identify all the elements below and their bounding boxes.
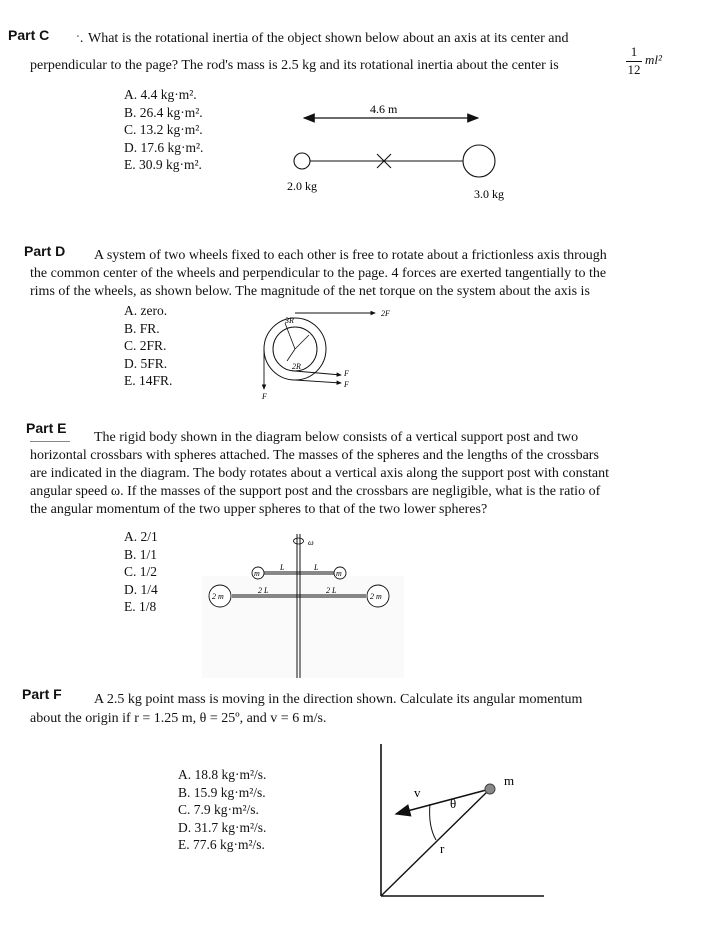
part-d-question-line1: A system of two wheels fixed to each other is free to rotate about a frictionless axis through xyxy=(94,248,607,263)
choice-c[interactable]: C. 2FR. xyxy=(124,338,167,353)
choice-b[interactable]: B. 26.4 kg·m². xyxy=(124,104,203,120)
formula-ml2: ml² xyxy=(645,52,662,67)
choice-b[interactable]: B. FR. xyxy=(124,320,160,336)
force-f-down-label: F xyxy=(262,392,267,401)
mass-label: m xyxy=(504,773,515,788)
lower-right-length-label: 2 L xyxy=(326,586,337,595)
part-e-question-line3: are indicated in the diagram. The body rotates about a vertical axis along the support post with constant xyxy=(30,466,610,481)
omega-label: ω xyxy=(308,538,314,547)
part-c-question-line2: perpendicular to the page? The rod's mass is 2.5 kg and its rotational inertia about the center is xyxy=(30,58,559,73)
theta-label: θ xyxy=(450,796,457,811)
formula-numerator: 1 xyxy=(630,44,638,59)
left-sphere xyxy=(294,153,310,169)
rod-diagram xyxy=(280,96,530,206)
upper-left-mass-label: m xyxy=(254,569,260,578)
part-c-question-line1: What is the rotational inertia of the object shown below about an axis at its center and xyxy=(88,31,569,46)
formula-denominator: 12 xyxy=(627,62,641,77)
part-e-underline xyxy=(30,441,70,442)
part-c-number-mark: ˑ. xyxy=(76,31,84,46)
choice-d[interactable]: D. 1/4 xyxy=(124,581,158,597)
radius-label: r xyxy=(440,841,445,856)
choice-c[interactable]: C. 1/2 xyxy=(124,564,158,579)
part-e-question-line4: angular speed ω. If the masses of the support post and the crossbars are negligible, what is the ratio of xyxy=(30,484,601,499)
right-mass-label: 3.0 kg xyxy=(474,187,504,201)
choice-a[interactable]: A. 18.8 kg·m²/s. xyxy=(178,767,267,782)
choice-d[interactable]: D. 17.6 kg·m². xyxy=(124,139,204,155)
choice-e[interactable]: E. 77.6 kg·m²/s. xyxy=(178,837,265,852)
part-e-question-line1: The rigid body shown in the diagram below consists of a vertical support post and two xyxy=(94,430,579,445)
crossbar-diagram xyxy=(196,526,410,680)
choice-e[interactable]: E. 14FR. xyxy=(124,373,173,388)
point-mass xyxy=(485,784,495,794)
part-e-question-line5: the angular momentum of the two upper spheres to that of the two lower spheres? xyxy=(30,502,488,517)
choice-d[interactable]: D. 31.7 kg·m²/s. xyxy=(178,819,267,835)
upper-left-length-label: L xyxy=(280,563,285,572)
choice-e[interactable]: E. 1/8 xyxy=(124,599,157,614)
wheels-diagram xyxy=(255,303,405,403)
upper-right-length-label: L xyxy=(314,563,319,572)
part-d-label: Part D xyxy=(24,243,66,259)
choice-b[interactable]: B. 1/1 xyxy=(124,546,158,562)
radius-3r-label: 3R xyxy=(285,316,294,325)
force-2f-label: 2F xyxy=(381,309,390,318)
choice-a[interactable]: A. 4.4 kg·m². xyxy=(124,87,197,102)
lower-left-mass-label: 2 m xyxy=(212,592,224,601)
part-e-choices xyxy=(124,528,158,616)
part-e-label: Part E xyxy=(26,420,67,436)
choice-c[interactable]: C. 13.2 kg·m². xyxy=(124,122,203,137)
choice-b[interactable]: B. 15.9 kg·m²/s. xyxy=(178,784,266,800)
length-label: 4.6 m xyxy=(370,102,398,116)
right-sphere xyxy=(463,145,495,177)
part-e-question-line2: horizontal crossbars with spheres attached. The masses of the spheres and the lengths of the crossbars xyxy=(30,448,599,463)
force-f-label-2: F xyxy=(344,380,349,389)
choice-d[interactable]: D. 5FR. xyxy=(124,355,168,371)
velocity-vector xyxy=(396,789,490,814)
part-f-choices xyxy=(178,766,266,854)
velocity-label: v xyxy=(414,785,421,800)
force-f-arrow-1 xyxy=(295,371,341,375)
choice-e[interactable]: E. 30.9 kg·m². xyxy=(124,157,202,172)
part-d-question-line3: rims of the wheels, as shown below. The magnitude of the net torque on the system about the axis is xyxy=(30,284,590,299)
part-f-label: Part F xyxy=(22,686,62,702)
upper-right-mass-label: m xyxy=(336,569,342,578)
lower-left-length-label: 2 L xyxy=(258,586,269,595)
rotation-indicator xyxy=(294,538,304,544)
part-d-question-line2: the common center of the wheels and perpendicular to the page. 4 forces are exerted tangentially to the xyxy=(30,266,607,281)
choice-a[interactable]: A. 2/1 xyxy=(124,529,158,544)
left-mass-label: 2.0 kg xyxy=(287,179,317,193)
part-f-question-line1: A 2.5 kg point mass is moving in the direction shown. Calculate its angular momentum xyxy=(94,692,583,707)
radius-2r-label: 2R xyxy=(292,362,301,371)
choice-c[interactable]: C. 7.9 kg·m²/s. xyxy=(178,802,259,817)
force-f-label-1: F xyxy=(344,369,349,378)
part-c-choices xyxy=(124,86,203,174)
part-d-choices xyxy=(124,302,172,390)
angular-momentum-diagram xyxy=(376,744,548,900)
choice-a[interactable]: A. zero. xyxy=(124,303,168,318)
lower-right-mass-label: 2 m xyxy=(370,592,382,601)
angle-arc xyxy=(430,804,436,840)
part-c-label: Part C xyxy=(8,27,50,43)
position-vector xyxy=(381,789,490,896)
force-f-arrow-2 xyxy=(295,380,341,383)
part-f-question-line2: about the origin if r = 1.25 m, θ = 25º, and v = 6 m/s. xyxy=(30,711,327,726)
